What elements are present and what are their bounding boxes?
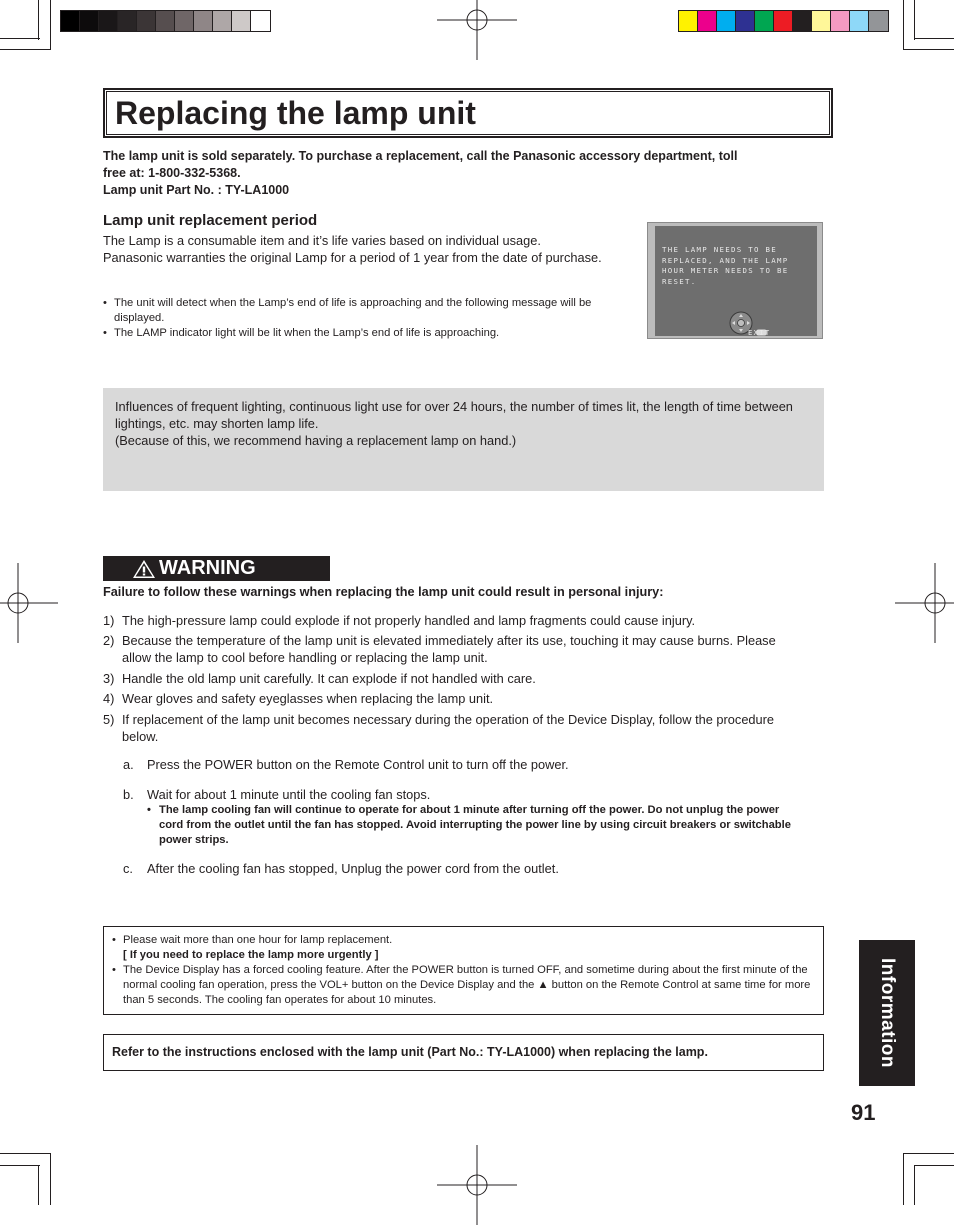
note-text: • Please wait more than one hour for lamp replacement.: [123, 934, 393, 946]
step-note-text: • The lamp cooling fan will continue to operate for about 1 minute after turning off the power. Do not unplug the power cord from the outlet until the fan has stopped. Avoid interrupting the power line by using circuit breakers or switchable power strips.: [146, 803, 806, 848]
item-text: If replacement of the lamp unit becomes necessary during the operation of the Device Display, follow the procedure below.: [122, 712, 775, 744]
grayscale-swatch: [251, 11, 270, 31]
grayscale-swatch: [213, 11, 232, 31]
procedure-step: [123, 786, 813, 803]
step-text: Wait for about 1 minute until the cooling fan stops.: [147, 787, 431, 802]
crop-mark: [914, 1165, 954, 1166]
grayscale-swatch: [137, 11, 156, 31]
color-swatch: [717, 11, 736, 31]
item-text: Handle the old lamp unit carefully. It can explode if not handled with care.: [122, 671, 536, 686]
crop-mark: [914, 0, 915, 40]
crop-mark: [0, 1165, 40, 1166]
crop-mark: [903, 1153, 904, 1205]
crop-mark: [50, 1153, 51, 1205]
grayscale-swatch: [194, 11, 213, 31]
item-number: 3): [103, 671, 115, 686]
crop-mark: [50, 0, 51, 50]
cooling-note-box: [103, 926, 824, 1015]
color-swatch: [793, 11, 812, 31]
crop-mark: [0, 49, 50, 50]
crop-mark: [0, 38, 40, 39]
note-bullet: • The Device Display has a forced cooling feature. After the POWER button is turned OFF, and sometime during about the first minute of the normal cooling fan operation, press the VOL+ button on the Device Display and the ▲ button on the Remote Control at same time for more than 5 seconds. The cooling fan operates for about 10 minutes.: [112, 963, 815, 1008]
bullet-item: • The LAMP indicator light will be lit when the Lamp’s end of life is approaching.: [103, 326, 623, 341]
procedure-step: [123, 756, 813, 773]
item-text: Because the temperature of the lamp unit is elevated immediately after its use, touching it may cause burns. Please allow the lamp to cool before handling or replacing the lamp unit.: [122, 633, 776, 665]
grayscale-swatch: [99, 11, 118, 31]
crop-mark: [38, 0, 39, 40]
step-letter: b.: [123, 787, 134, 802]
warning-item: [103, 711, 823, 745]
crop-mark: [903, 1153, 954, 1154]
grayscale-swatch: [232, 11, 251, 31]
grayscale-swatch: [118, 11, 137, 31]
grayscale-bar: [60, 10, 271, 32]
lamp-life-note-box: [103, 388, 824, 491]
procedure-step: [123, 860, 813, 877]
color-bar: [678, 10, 889, 32]
crop-mark: [903, 0, 904, 50]
grayscale-swatch: [61, 11, 80, 31]
crop-mark: [903, 49, 954, 50]
grayscale-swatch: [175, 11, 194, 31]
bullet-item: • The unit will detect when the Lamp’s end of life is approaching and the following message will be displayed.: [103, 296, 623, 326]
warning-label: WARNING: [159, 557, 256, 579]
section-heading: Lamp unit replacement period: [103, 212, 318, 229]
registration-mark-right: [895, 563, 954, 643]
influence-recommendation: (Because of this, we recommend having a replacement lamp on hand.): [115, 433, 517, 448]
crop-mark: [38, 1165, 39, 1205]
registration-mark-top: [437, 0, 517, 60]
note-bullet: [112, 933, 815, 963]
warning-item: [103, 690, 823, 707]
osd-exit-label: EXIT: [748, 328, 771, 337]
section-body: The Lamp is a consumable item and it’s life varies based on individual usage. Panasonic warranties the original Lamp for a period of 1 year from the date of purchase.: [103, 233, 602, 265]
side-tab-label: Information: [877, 958, 898, 1068]
item-number: 4): [103, 691, 115, 706]
item-number: 5): [103, 712, 115, 727]
registration-mark-bottom: [437, 1145, 517, 1225]
intro-part-number: Lamp unit Part No. : TY-LA1000: [103, 183, 290, 197]
step-text: After the cooling fan has stopped, Unplug the power cord from the outlet.: [147, 861, 559, 876]
item-text: The high-pressure lamp could explode if not properly handled and lamp fragments could cause injury.: [122, 613, 696, 628]
warning-item: [103, 612, 823, 629]
warning-triangle-icon: [132, 559, 156, 579]
intro-line-2: free at: 1-800-332-5368.: [103, 166, 241, 180]
color-swatch: [736, 11, 755, 31]
grayscale-swatch: [156, 11, 175, 31]
color-swatch: [755, 11, 774, 31]
page-title: Replacing the lamp unit: [103, 88, 833, 138]
item-number: 1): [103, 613, 115, 628]
color-swatch: [869, 11, 888, 31]
crop-mark: [0, 1153, 50, 1154]
color-swatch: [831, 11, 850, 31]
grayscale-swatch: [80, 11, 99, 31]
crop-mark: [914, 38, 954, 39]
warning-heading: Failure to follow these warnings when replacing the lamp unit could result in personal injury:: [103, 585, 664, 599]
color-swatch: [850, 11, 869, 31]
warning-banner: [103, 556, 330, 581]
osd-screen-display: [655, 226, 817, 336]
osd-message: THE LAMP NEEDS TO BE REPLACED, AND THE LAMP HOUR METER NEEDS TO BE RESET.: [662, 245, 789, 286]
intro-text: [103, 148, 823, 199]
osd-screen: [647, 222, 823, 339]
refer-instructions-box: Refer to the instructions enclosed with the lamp unit (Part No.: TY-LA1000) when replacing the lamp.: [103, 1034, 824, 1071]
color-swatch: [679, 11, 698, 31]
color-swatch: [812, 11, 831, 31]
step-letter: c.: [123, 861, 133, 876]
warning-item: [103, 670, 823, 687]
step-note: [146, 803, 806, 848]
intro-line-1: The lamp unit is sold separately. To purchase a replacement, call the Panasonic accessory department, toll: [103, 149, 738, 163]
warning-item: [103, 632, 823, 666]
note-urgent-heading: [ If you need to replace the lamp more urgently ]: [123, 949, 379, 961]
item-number: 2): [103, 633, 115, 648]
page-number: 91: [851, 1100, 876, 1125]
section-side-tab: [859, 940, 915, 1086]
influence-text: Influences of frequent lighting, continuous light use for over 24 hours, the number of times lit, the length of time between lightings, etc. may shorten lamp life.: [115, 399, 793, 431]
item-text: Wear gloves and safety eyeglasses when replacing the lamp unit.: [122, 691, 494, 706]
crop-mark: [914, 1165, 915, 1205]
step-text: Press the POWER button on the Remote Control unit to turn off the power.: [147, 757, 569, 772]
bullet-list: [103, 296, 623, 341]
color-swatch: [698, 11, 717, 31]
registration-mark-left: [0, 563, 58, 643]
step-letter: a.: [123, 757, 134, 772]
color-swatch: [774, 11, 793, 31]
